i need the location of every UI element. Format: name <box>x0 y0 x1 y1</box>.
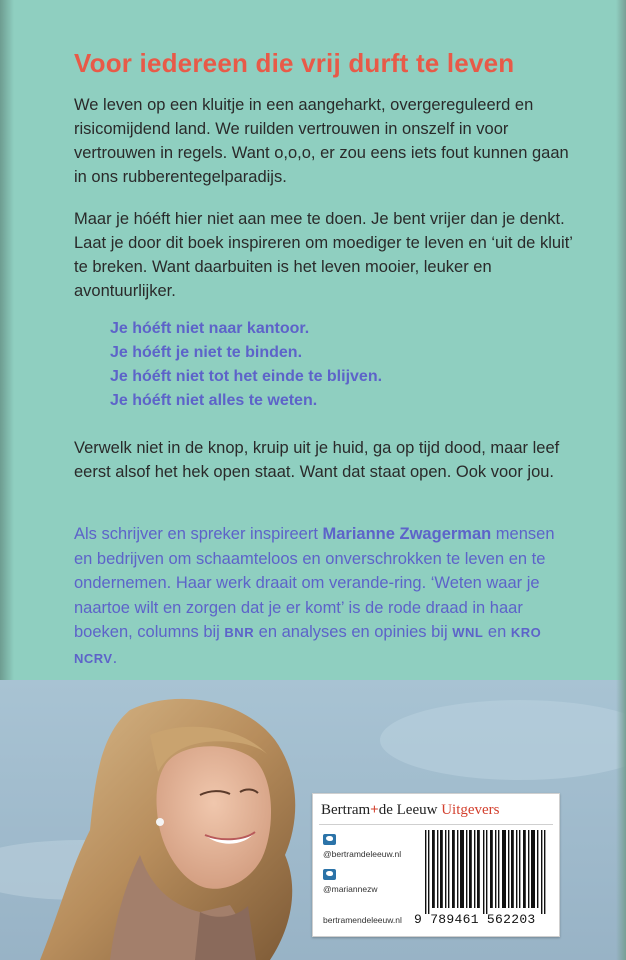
quote-item: Je hóéft niet tot het einde te blijven. <box>110 368 383 385</box>
kro-ncrv-label: KRO NCRV <box>74 625 542 666</box>
second-paragraph: Maar je hóéft hier niet aan mee te doen. Je bent vrijer dan je denkt. Laat je door dit boek inspireren om moediger te leven en ‘uit de kluit’ te breken. Want daarbuiten is het leven mooier, leuker en avontuurlijker. <box>74 210 573 300</box>
bio-text: en analyses en opinies bij <box>254 623 453 641</box>
barcode <box>423 830 551 914</box>
quote-item: Je hóéft je niet te binden. <box>110 344 303 361</box>
author-bio <box>74 522 574 671</box>
closing-paragraph: Verwelk niet in de knop, kruip uit je huid, ga op tijd dood, maar leef eerst alsof het hek open staat. Want dat staat open. Ook voor jou. <box>74 439 560 481</box>
bio-text: en <box>483 623 511 641</box>
bio-text: . <box>112 648 118 667</box>
twitter-icon <box>323 834 336 845</box>
bnr-label: BNR <box>224 625 255 640</box>
publisher-plus: + <box>370 802 379 818</box>
author-twitter-handle: @mariannezw <box>323 884 378 894</box>
publisher-box <box>312 793 560 937</box>
wnl-label: WNL <box>452 625 484 640</box>
isbn-number: 9 789461 562203 <box>414 912 536 927</box>
cover-headline: Voor iedereen die vrij durft te leven <box>74 48 515 78</box>
publisher-name-part: de Leeuw <box>378 802 438 818</box>
publisher-twitter-handle: @bertramdeleeuw.nl <box>323 849 402 859</box>
publisher-name-part: Uitgevers <box>441 802 500 818</box>
divider <box>319 824 553 825</box>
bio-text: Als schrijver en spreker inspireert <box>74 525 323 543</box>
author-name: Marianne Zwagerman <box>322 525 492 543</box>
quote-list <box>110 317 382 413</box>
publisher-name <box>321 802 500 819</box>
twitter-icon <box>323 869 336 880</box>
intro-paragraph: We leven op een kluitje in een aangeharkt, overgereguleerd en risicomijdend land. We ruilden vertrouwen in onszelf in voor vertrouwen in regels. Want o,o,o, er zou eens iets fout kunnen gaan in ons rubberentegelparadijs. <box>74 96 569 186</box>
quote-item: Je hóéft niet alles te weten. <box>110 392 318 409</box>
bio-text: mensen en bedrijven om schaamteloos en onverschrokken te leven en te ondernemen. Haar werk draait om verande-ring. ‘Weten waar je naartoe wilt en zorgen dat je er komt’ is de rode draad in haar boeken, columns bij <box>74 525 555 641</box>
publisher-website: bertramendeleeuw.nl <box>323 915 402 925</box>
quote-item: Je hóéft niet naar kantoor. <box>110 320 310 337</box>
publisher-name-part: Bertram <box>321 802 371 818</box>
